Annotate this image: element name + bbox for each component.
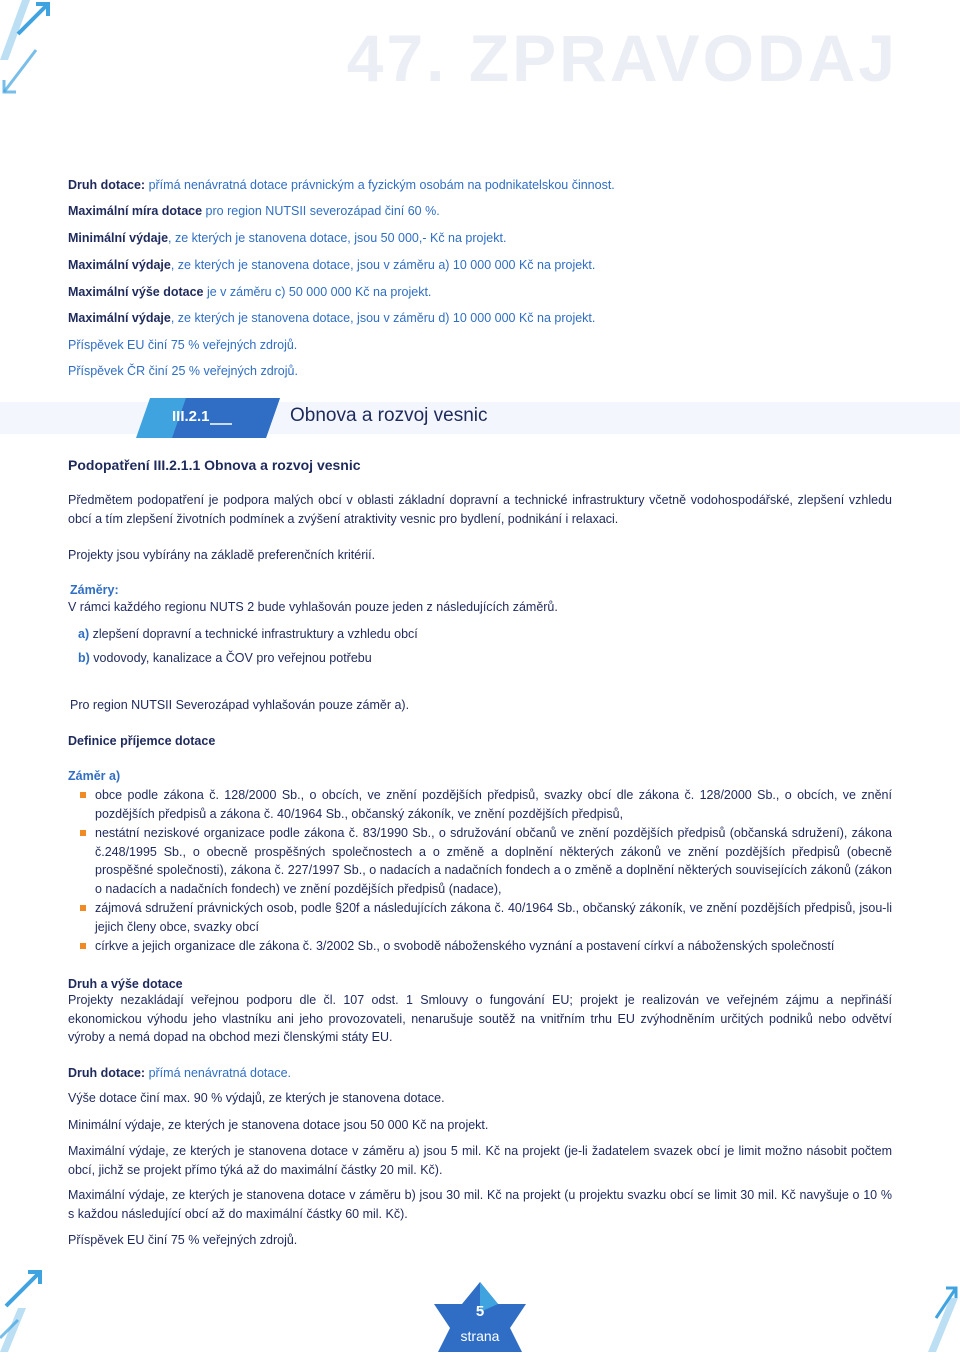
intro-paragraph: Předmětem podopatření je podpora malých obcí v oblasti základní dopravní a technické infrastruktury včetně vodohospodářské, zlepšení vzhledu obcí a tím zlepšení životních podmínek a zvýšení atraktivity vesnic pro bydlení, podnikání i relaxaci. xyxy=(68,493,892,526)
type-heading: Druh a výše dotace xyxy=(68,977,183,991)
intent-a-heading: Záměr a) xyxy=(68,769,121,783)
section-number: III.2.1 xyxy=(172,408,210,425)
list-item: zájmová sdružení právnických osob, podle §20f a následujících zákona č. 40/1964 Sb., občanský zákoník, ve znění pozdějších předpisů, jsou-li jejich členy obce, svazky obcí xyxy=(80,899,892,936)
type-paragraph: Projekty nezakládají veřejnou podporu dle čl. 107 odst. 1 Smlouvy o fungování EU; projekt je realizován ve veřejném zájmu a nepřináší ekonomickou výhodu jeho vlastníku ani jeho provozovateli, nenarušuje soutěž na vnitřním trhu EU zvýhodněním určitých podniků nebo odvětví výroby a nemá dopad na obchod mezi členskými státy EU. xyxy=(68,993,892,1044)
info-line: Druh dotace: přímá nenávratná dotace právnickým a fyzickým osobám na podnikatelskou činnost. xyxy=(68,178,615,192)
subsidy-amount: Výše dotace činí max. 90 % výdajů, ze kterých je stanovena dotace. xyxy=(68,1091,445,1105)
max-costs-b: Maximální výdaje, ze kterých je stanovena dotace v záměru b) jsou 30 mil. Kč na projekt (u projektu svazku obcí se limit 30 mil. Kč navyšuje o 10 % s každou následující obcí až do maximální částky 60 mil. Kč). xyxy=(68,1188,892,1221)
page-label: strana xyxy=(460,1328,500,1344)
recipient-heading: Definice příjemce dotace xyxy=(68,734,216,748)
subsidy-type: Druh dotace: přímá nenávratná dotace. xyxy=(68,1066,292,1080)
list-item: obce podle zákona č. 128/2000 Sb., o obcích, ve znění pozdějších předpisů, svazky obcí dle zákona č. 128/2000 Sb., o obcích, ve znění pozdějších předpisů a zákona č. 40/1964 Sb., občanský zákoník, ve znění pozdějších předpisů, xyxy=(80,786,892,823)
info-line: Minimální výdaje, ze kterých je stanovena dotace, jsou 50 000,- Kč na projekt. xyxy=(68,231,507,245)
intents-text: V rámci každého regionu NUTS 2 bude vyhlašován pouze jeden z následujících záměrů. xyxy=(68,600,558,614)
intent-b: b) vodovody, kanalizace a ČOV pro veřejnou potřebu xyxy=(78,651,372,665)
bullet-icon xyxy=(80,792,86,798)
page-number: 5 xyxy=(475,1303,485,1320)
region-text: Pro region NUTSII Severozápad vyhlašován pouze záměr a). xyxy=(70,698,410,712)
max-costs-a: Maximální výdaje, ze kterých je stanovena dotace v záměru a) jsou 5 mil. Kč na projekt (je-li žadatelem svazek obcí je limit možno násobit počtem obcí, jichž se projekt přímo týká až do maximální částky 20 mil. Kč). xyxy=(68,1144,892,1177)
measure-heading: Podopatření III.2.1.1 Obnova a rozvoj vesnic xyxy=(68,457,361,473)
recipient-list xyxy=(80,786,892,957)
intent-a: a) zlepšení dopravní a technické infrastruktury a vzhledu obcí xyxy=(78,627,418,641)
selection-text: Projekty jsou vybírány na základě preferenčních kritérií. xyxy=(68,548,376,562)
info-line: Maximální výdaje, ze kterých je stanovena dotace, jsou v záměru d) 10 000 000 Kč na projekt. xyxy=(68,311,596,325)
info-line: Příspěvek ČR činí 25 % veřejných zdrojů. xyxy=(68,364,298,378)
arrow-decoration-icon xyxy=(900,1258,960,1352)
section-title: Obnova a rozvoj vesnic xyxy=(290,405,488,426)
bullet-icon xyxy=(80,905,86,911)
info-line: Maximální výše dotace je v záměru c) 50 000 000 Kč na projekt. xyxy=(68,285,432,299)
arrow-decoration-icon xyxy=(0,1258,60,1352)
info-line: Maximální míra dotace pro region NUTSII severozápad činí 60 %. xyxy=(68,204,440,218)
bullet-icon xyxy=(80,830,86,836)
eu-share: Příspěvek EU činí 75 % veřejných zdrojů. xyxy=(68,1233,298,1247)
min-costs: Minimální výdaje, ze kterých je stanovena dotace jsou 50 000 Kč na projekt. xyxy=(68,1118,489,1132)
list-item: církve a jejich organizace dle zákona č. 3/2002 Sb., o svobodě náboženského vyznání a postavení církví a náboženských společností xyxy=(80,937,892,956)
bullet-icon xyxy=(80,943,86,949)
info-line: Příspěvek EU činí 75 % veřejných zdrojů. xyxy=(68,338,298,352)
list-item: nestátní neziskové organizace podle zákona č. 83/1990 Sb., o sdružování občanů ve znění pozdějších předpisů (občanská sdružení), zákona č.248/1995 Sb., o obecně prospěšných společnostech a o změně a doplnění některých zákonů ve znění pozdějších předpisů (obecně prospěšné společnosti), zákona č. 227/1997 Sb., o nadacích a nadačních fondech a o změně a doplnění některých souvisejících zákonů (zákon o nadacích a nadačních fondech) ve znění pozdějších předpisů (nadace), xyxy=(80,824,892,898)
arrow-decoration-icon xyxy=(0,0,60,100)
newsletter-title: 47. ZPRAVODAJ xyxy=(346,21,898,95)
intents-heading: Záměry: xyxy=(70,583,119,597)
info-line: Maximální výdaje, ze kterých je stanovena dotace, jsou v záměru a) 10 000 000 Kč na projekt. xyxy=(68,258,596,272)
